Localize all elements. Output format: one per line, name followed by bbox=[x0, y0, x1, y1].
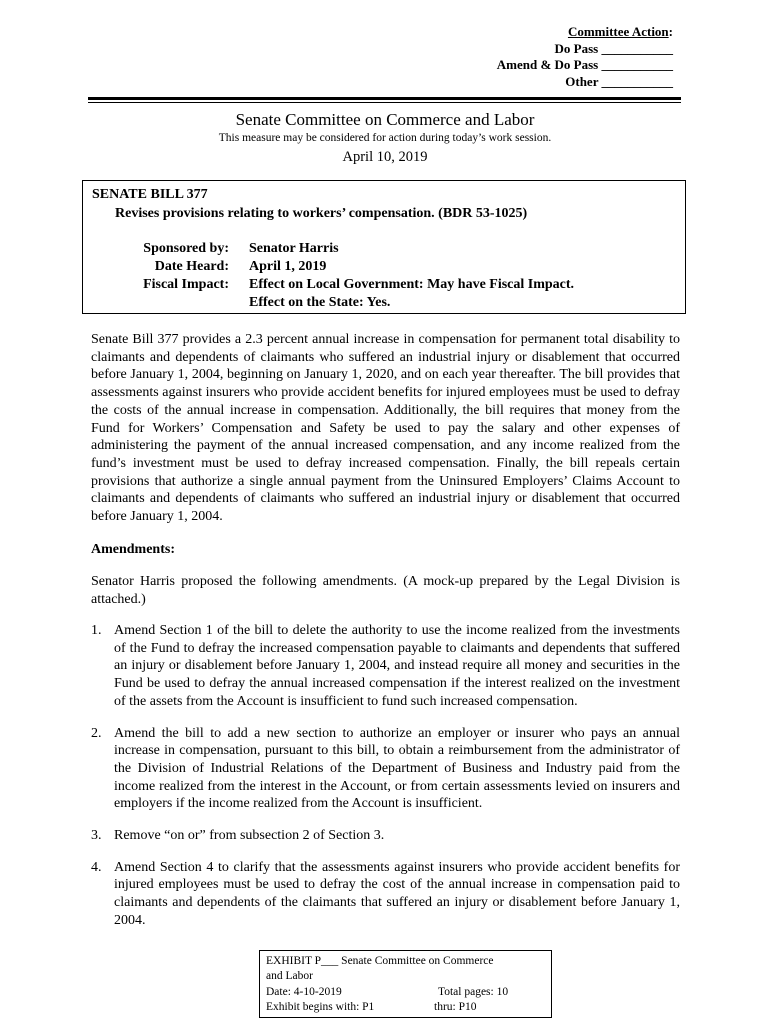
fiscal-impact-row-2 bbox=[83, 295, 683, 313]
amend-do-pass-line: Amend & Do Pass ___________ bbox=[496, 57, 673, 72]
amendment-number: 3. bbox=[91, 828, 102, 844]
date-heard-row bbox=[83, 259, 683, 277]
amendment-text: Amend Section 1 of the bill to delete the authority to use the income realized from the investments of the Fund to defray the increased compensation payable to claimants and dependents that suffered an injury or disablement before January 1, 2004, and instead require all money and securities in the Fund be used to defray the annual increased compensation if the interest realized on the investment of the assets from the Account is insufficient to fund such increased compensation. bbox=[114, 623, 680, 709]
committee-action-heading bbox=[497, 24, 673, 41]
amendment-number: 1. bbox=[91, 623, 102, 638]
amendment-item bbox=[91, 827, 680, 845]
amendments-list bbox=[91, 622, 680, 944]
header-rule-thick bbox=[88, 97, 681, 100]
hearing-date: April 10, 2019 bbox=[342, 149, 428, 165]
bill-summary: Senate Bill 377 provides a 2.3 percent annual increase in compensation for permanent total disability to claimants and dependents of claimants who suffered an industrial injury or disablement that occurred before January 1, 2004, beginning on January 1, 2020, and on each year thereafter. The bill provides that assessments against insurers who provide accident benefits for injured employees must be used to defray the costs of the annual increase in compensation. Additionally, the bill requires that money from the Fund for Workers’ Compensation and Safety be used to pay the salary and other expenses of administering the payment of the annual increased compensation, and any income realized from the fund’s investment must be used to defray increased compensation. Finally, the bill repeals certain provisions that authorize a single annual payment from the Uninsured Employers’ Claims Account to claimants and dependents of claimants who suffered an industrial injury or disablement that occurred before January 1, 2004. bbox=[91, 332, 680, 525]
amendment-text: Remove “on or” from subsection 2 of Section 3. bbox=[114, 828, 385, 844]
committee-action-block bbox=[497, 24, 673, 90]
amendment-text: Amend Section 4 to clarify that the assessments against insurers who provide accident benefits for injured employees must be used to defray the cost of the annual increase in compensation paid to claimants and dependents of the claimants that suffered an injury or disablement before January 1, 2004. bbox=[114, 859, 680, 928]
amendment-item bbox=[91, 622, 680, 711]
date-heard-label: Date Heard: bbox=[154, 259, 229, 274]
exhibit-begins: Exhibit begins with: P1 bbox=[266, 1001, 375, 1013]
sponsor-value: Senator Harris bbox=[249, 241, 339, 256]
sponsor-row bbox=[83, 241, 683, 259]
committee-action-title: Committee Action bbox=[567, 24, 669, 39]
header-rule-thin bbox=[88, 102, 681, 103]
fiscal-impact-local: Effect on Local Government: May have Fiscal Impact. bbox=[249, 277, 575, 292]
exhibit-thru: thru: P10 bbox=[434, 1001, 477, 1013]
amendments-intro: Senator Harris proposed the following amendments. (A mock-up prepared by the Legal Division is attached.) bbox=[91, 574, 680, 607]
exhibit-line-1: EXHIBIT P___ Senate Committee on Commerce bbox=[266, 955, 494, 967]
amendment-number: 4. bbox=[91, 859, 102, 875]
committee-title: Senate Committee on Commerce and Labor bbox=[235, 110, 535, 129]
committee-action-colon: : bbox=[668, 24, 673, 39]
do-pass-line: Do Pass ___________ bbox=[554, 40, 673, 56]
fiscal-impact-state: Effect on the State: Yes. bbox=[249, 295, 391, 310]
fiscal-impact-row bbox=[83, 277, 683, 295]
bill-description: Revises provisions relating to workers’ compensation. (BDR 53-1025) bbox=[115, 206, 528, 221]
amendment-item bbox=[91, 725, 680, 814]
amendment-number: 2. bbox=[91, 725, 102, 741]
exhibit-date: Date: 4-10-2019 bbox=[266, 986, 342, 998]
sponsor-label: Sponsored by: bbox=[143, 241, 229, 256]
bill-meta bbox=[83, 241, 683, 313]
exhibit-stamp bbox=[259, 950, 552, 1018]
other-line: Other ___________ bbox=[565, 73, 673, 89]
amendments-heading: Amendments: bbox=[91, 542, 175, 557]
work-session-note: This measure may be considered for action during today’s work session. bbox=[218, 132, 552, 144]
exhibit-line-2: and Labor bbox=[266, 970, 313, 982]
date-heard-value: April 1, 2019 bbox=[249, 259, 327, 274]
fiscal-impact-label: Fiscal Impact: bbox=[143, 277, 229, 292]
amendment-item bbox=[91, 859, 680, 930]
exhibit-total-pages: Total pages: 10 bbox=[438, 986, 509, 998]
bill-number: SENATE BILL 377 bbox=[92, 187, 208, 202]
amendment-text: Amend the bill to add a new section to authorize an employer or insurer who pays an annual increase in compensation, pursuant to this bill, to obtain a reimbursement from the administrator of the Division of Industrial Relations of the Department of Business and Industry paid from the income realized from the interest in the Account, or from certain assessments levied on insurers and employers if the income realized from the Account is insufficient. bbox=[114, 725, 680, 812]
bill-info-box bbox=[82, 180, 686, 314]
